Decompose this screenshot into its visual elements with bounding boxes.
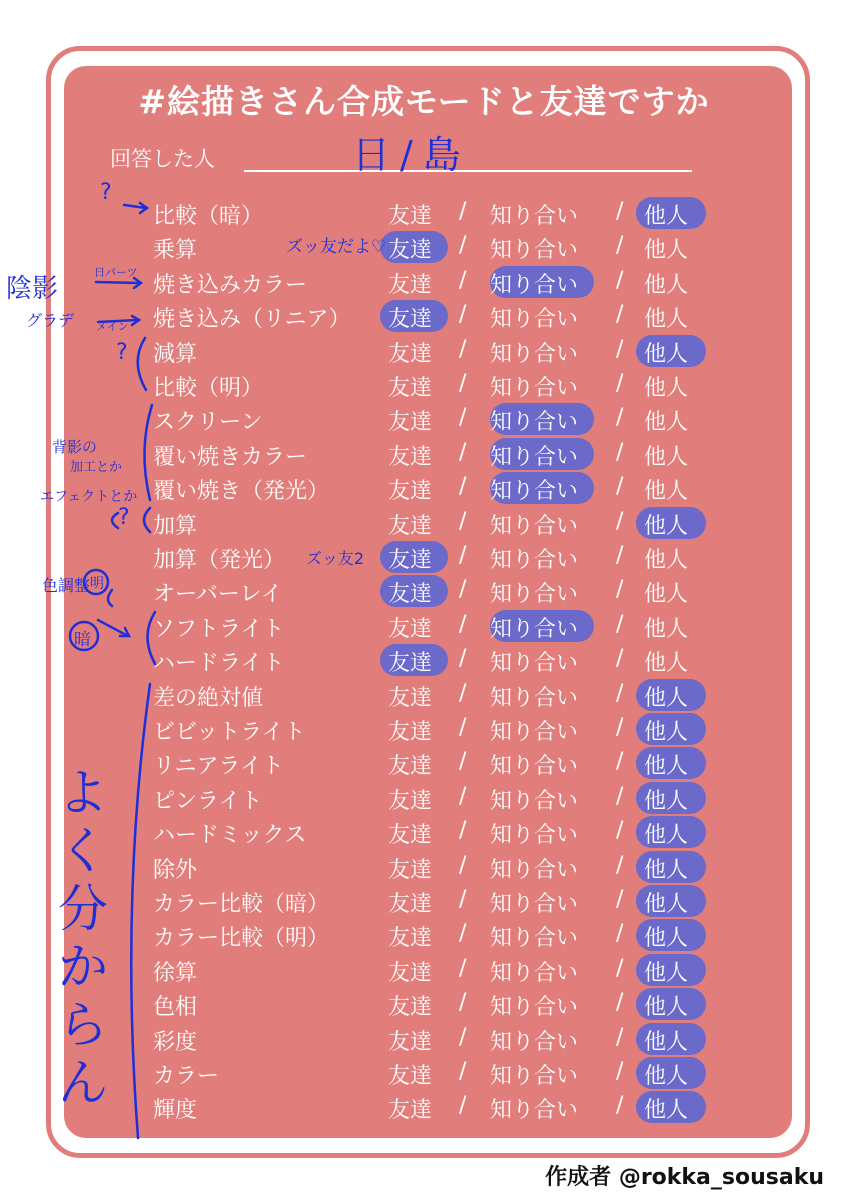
separator: / [459, 612, 467, 637]
mode-name: 覆い焼き（発光） [153, 479, 330, 504]
note-dark: 暗 [74, 630, 91, 650]
separator: / [459, 646, 467, 671]
option-friend[interactable]: 友達 [388, 582, 433, 607]
option-friend[interactable]: 友達 [388, 1030, 433, 1055]
credit: 作成者 @rokka_sousaku [545, 1165, 824, 1190]
option-acquaintance[interactable]: 知り合い [490, 410, 579, 435]
separator: / [459, 956, 467, 981]
option-acquaintance[interactable]: 知り合い [490, 1098, 579, 1123]
option-stranger[interactable]: 他人 [644, 995, 689, 1020]
option-friend[interactable]: 友達 [388, 514, 433, 539]
separator: / [616, 440, 624, 465]
separator: / [616, 509, 624, 534]
option-friend[interactable]: 友達 [388, 445, 433, 470]
option-friend[interactable]: 友達 [388, 892, 433, 917]
mode-name: 覆い焼きカラー [153, 445, 308, 470]
option-acquaintance[interactable]: 知り合い [490, 995, 579, 1020]
separator: / [459, 440, 467, 465]
option-friend[interactable]: 友達 [388, 789, 433, 814]
separator: / [616, 715, 624, 740]
option-friend[interactable]: 友達 [388, 926, 433, 951]
separator: / [616, 233, 624, 258]
separator: / [616, 302, 624, 327]
option-acquaintance[interactable]: 知り合い [490, 514, 579, 539]
separator: / [459, 268, 467, 293]
separator: / [459, 233, 467, 258]
option-acquaintance[interactable]: 知り合い [490, 204, 579, 229]
option-acquaintance[interactable]: 知り合い [490, 754, 579, 779]
separator: / [459, 921, 467, 946]
separator: / [459, 337, 467, 362]
separator: / [616, 853, 624, 878]
option-friend[interactable]: 友達 [388, 1098, 433, 1123]
option-stranger[interactable]: 他人 [644, 926, 689, 951]
note-color-adjust: 色調整 [42, 576, 91, 595]
separator: / [616, 784, 624, 809]
option-friend[interactable]: 友達 [388, 479, 433, 504]
separator: / [459, 543, 467, 568]
option-friend[interactable]: 友達 [388, 548, 433, 573]
separator: / [616, 818, 624, 843]
mode-name: 焼き込みカラー [153, 273, 308, 298]
option-acquaintance[interactable]: 知り合い [490, 1030, 579, 1055]
mode-name: 加算（発光） [153, 548, 286, 573]
separator: / [616, 921, 624, 946]
option-acquaintance[interactable]: 知り合い [490, 479, 579, 504]
option-acquaintance[interactable]: 知り合い [490, 376, 579, 401]
separator: / [616, 474, 624, 499]
option-acquaintance[interactable]: 知り合い [490, 961, 579, 986]
separator: / [616, 681, 624, 706]
note-dont-know: よく分からん [58, 764, 108, 1112]
separator: / [616, 1093, 624, 1118]
mode-name: ハードライト [153, 651, 285, 676]
note-question-3: ? [118, 505, 130, 530]
separator: / [459, 715, 467, 740]
mode-name: カラー比較（明） [153, 926, 330, 951]
page-title: #絵描きさん合成モードと友達ですか [138, 82, 710, 121]
separator: / [459, 199, 467, 224]
option-acquaintance[interactable]: 知り合い [490, 342, 579, 367]
note-shade-sub1: 日パーツ [94, 266, 138, 279]
option-stranger[interactable]: 他人 [644, 445, 689, 470]
option-acquaintance[interactable]: 知り合い [490, 1064, 579, 1089]
option-stranger[interactable]: 他人 [644, 273, 689, 298]
note-shade: 陰影 [6, 274, 59, 304]
note-shade-sub2: メイン [96, 320, 129, 333]
separator: / [616, 990, 624, 1015]
mode-name: 彩度 [153, 1030, 198, 1055]
note-effect: エフェクトとか [40, 489, 138, 505]
mode-name: ハードミックス [153, 823, 307, 848]
separator: / [459, 509, 467, 534]
note-bg-effect: 背影の [52, 438, 98, 456]
option-acquaintance[interactable]: 知り合い [490, 823, 579, 848]
separator: / [459, 681, 467, 706]
mode-name: ビビットライト [153, 720, 306, 745]
option-friend[interactable]: 友達 [388, 686, 433, 711]
mode-name: 比較（暗） [153, 204, 264, 229]
separator: / [616, 956, 624, 981]
mode-name: 差の絶対値 [153, 686, 264, 711]
separator: / [459, 818, 467, 843]
respondent-label: 回答した人 [110, 147, 215, 171]
separator: / [459, 784, 467, 809]
option-friend[interactable]: 友達 [388, 823, 433, 848]
option-friend[interactable]: 友達 [388, 204, 433, 229]
separator: / [459, 1059, 467, 1084]
option-stranger[interactable]: 他人 [644, 514, 689, 539]
respondent-name: 日/島 [352, 133, 471, 177]
option-acquaintance[interactable]: 知り合い [490, 548, 579, 573]
option-acquaintance[interactable]: 知り合い [490, 307, 579, 332]
option-friend[interactable]: 友達 [388, 273, 433, 298]
option-stranger[interactable]: 他人 [644, 686, 689, 711]
mode-name: リニアライト [153, 754, 284, 779]
separator: / [616, 268, 624, 293]
option-stranger[interactable]: 他人 [644, 376, 689, 401]
option-stranger[interactable]: 他人 [644, 961, 689, 986]
separator: / [459, 990, 467, 1015]
separator: / [616, 371, 624, 396]
option-acquaintance[interactable]: 知り合い [490, 926, 579, 951]
separator: / [459, 887, 467, 912]
separator: / [616, 1059, 624, 1084]
option-stranger[interactable]: 他人 [644, 582, 689, 607]
option-stranger[interactable]: 他人 [644, 342, 689, 367]
mode-name: ピンライト [153, 789, 263, 814]
note-question-2: ? [116, 340, 128, 365]
option-friend[interactable]: 友達 [388, 995, 433, 1020]
option-stranger[interactable]: 他人 [644, 1098, 689, 1123]
separator: / [616, 543, 624, 568]
note-question-1: ? [100, 180, 112, 205]
option-acquaintance[interactable]: 知り合い [490, 238, 579, 263]
option-acquaintance[interactable]: 知り合い [490, 892, 579, 917]
mode-name: 徐算 [153, 961, 198, 986]
option-friend[interactable]: 友達 [388, 858, 433, 883]
separator: / [616, 337, 624, 362]
option-acquaintance[interactable]: 知り合い [490, 445, 579, 470]
separator: / [459, 474, 467, 499]
mode-name: 除外 [153, 858, 198, 883]
option-acquaintance[interactable]: 知り合い [490, 617, 579, 642]
note-multiply: ズッ友だよ♡ [286, 237, 387, 257]
note-add-glow: ズッ友2 [306, 549, 365, 568]
mode-name: スクリーン [153, 410, 263, 435]
separator: / [616, 887, 624, 912]
mode-name: 焼き込み（リニア） [153, 307, 351, 332]
mode-name: 減算 [153, 342, 198, 367]
separator: / [459, 405, 467, 430]
option-stranger[interactable]: 他人 [644, 823, 689, 848]
separator: / [459, 1093, 467, 1118]
option-stranger[interactable]: 他人 [644, 307, 689, 332]
option-stranger[interactable]: 他人 [644, 410, 689, 435]
option-stranger[interactable]: 他人 [644, 720, 689, 745]
note-bg-effect-2: 加工とか [70, 460, 123, 475]
mode-name: 加算 [153, 514, 198, 539]
separator: / [616, 577, 624, 602]
option-stranger[interactable]: 他人 [644, 651, 689, 676]
separator: / [459, 853, 467, 878]
mode-name: 比較（明） [153, 376, 264, 401]
option-acquaintance[interactable]: 知り合い [490, 720, 579, 745]
option-stranger[interactable]: 他人 [644, 548, 689, 573]
mode-name: カラー比較（暗） [153, 892, 330, 917]
option-stranger[interactable]: 他人 [644, 617, 689, 642]
option-stranger[interactable]: 他人 [644, 1030, 689, 1055]
separator: / [616, 612, 624, 637]
mode-name: 色相 [153, 995, 198, 1020]
mode-name: 乗算 [153, 238, 198, 263]
option-friend[interactable]: 友達 [388, 720, 433, 745]
option-acquaintance[interactable]: 知り合い [490, 858, 579, 883]
note-grad: グラデ [26, 311, 75, 330]
separator: / [616, 405, 624, 430]
separator: / [616, 749, 624, 774]
mode-name: カラー [153, 1064, 220, 1089]
option-stranger[interactable]: 他人 [644, 892, 689, 917]
mode-name: ソフトライト [153, 617, 285, 642]
option-friend[interactable]: 友達 [388, 238, 433, 263]
option-stranger[interactable]: 他人 [644, 858, 689, 883]
separator: / [459, 302, 467, 327]
mode-name: 輝度 [153, 1098, 198, 1123]
separator: / [459, 1025, 467, 1050]
option-stranger[interactable]: 他人 [644, 479, 689, 504]
separator: / [616, 646, 624, 671]
separator: / [459, 749, 467, 774]
option-friend[interactable]: 友達 [388, 651, 433, 676]
option-friend[interactable]: 友達 [388, 342, 433, 367]
separator: / [459, 577, 467, 602]
option-acquaintance[interactable]: 知り合い [490, 789, 579, 814]
option-acquaintance[interactable]: 知り合い [490, 273, 579, 298]
option-stranger[interactable]: 他人 [644, 238, 689, 263]
mode-name: オーバーレイ [153, 582, 283, 607]
option-friend[interactable]: 友達 [388, 376, 433, 401]
separator: / [616, 199, 624, 224]
note-bright: 明 [90, 576, 104, 592]
option-acquaintance[interactable]: 知り合い [490, 651, 579, 676]
option-friend[interactable]: 友達 [388, 754, 433, 779]
separator: / [616, 1025, 624, 1050]
option-acquaintance[interactable]: 知り合い [490, 686, 579, 711]
option-stranger[interactable]: 他人 [644, 204, 689, 229]
option-friend[interactable]: 友達 [388, 1064, 433, 1089]
option-friend[interactable]: 友達 [388, 410, 433, 435]
option-stranger[interactable]: 他人 [644, 754, 689, 779]
option-friend[interactable]: 友達 [388, 307, 433, 332]
option-friend[interactable]: 友達 [388, 617, 433, 642]
option-friend[interactable]: 友達 [388, 961, 433, 986]
separator: / [459, 371, 467, 396]
option-acquaintance[interactable]: 知り合い [490, 582, 579, 607]
option-stranger[interactable]: 他人 [644, 789, 689, 814]
option-stranger[interactable]: 他人 [644, 1064, 689, 1089]
